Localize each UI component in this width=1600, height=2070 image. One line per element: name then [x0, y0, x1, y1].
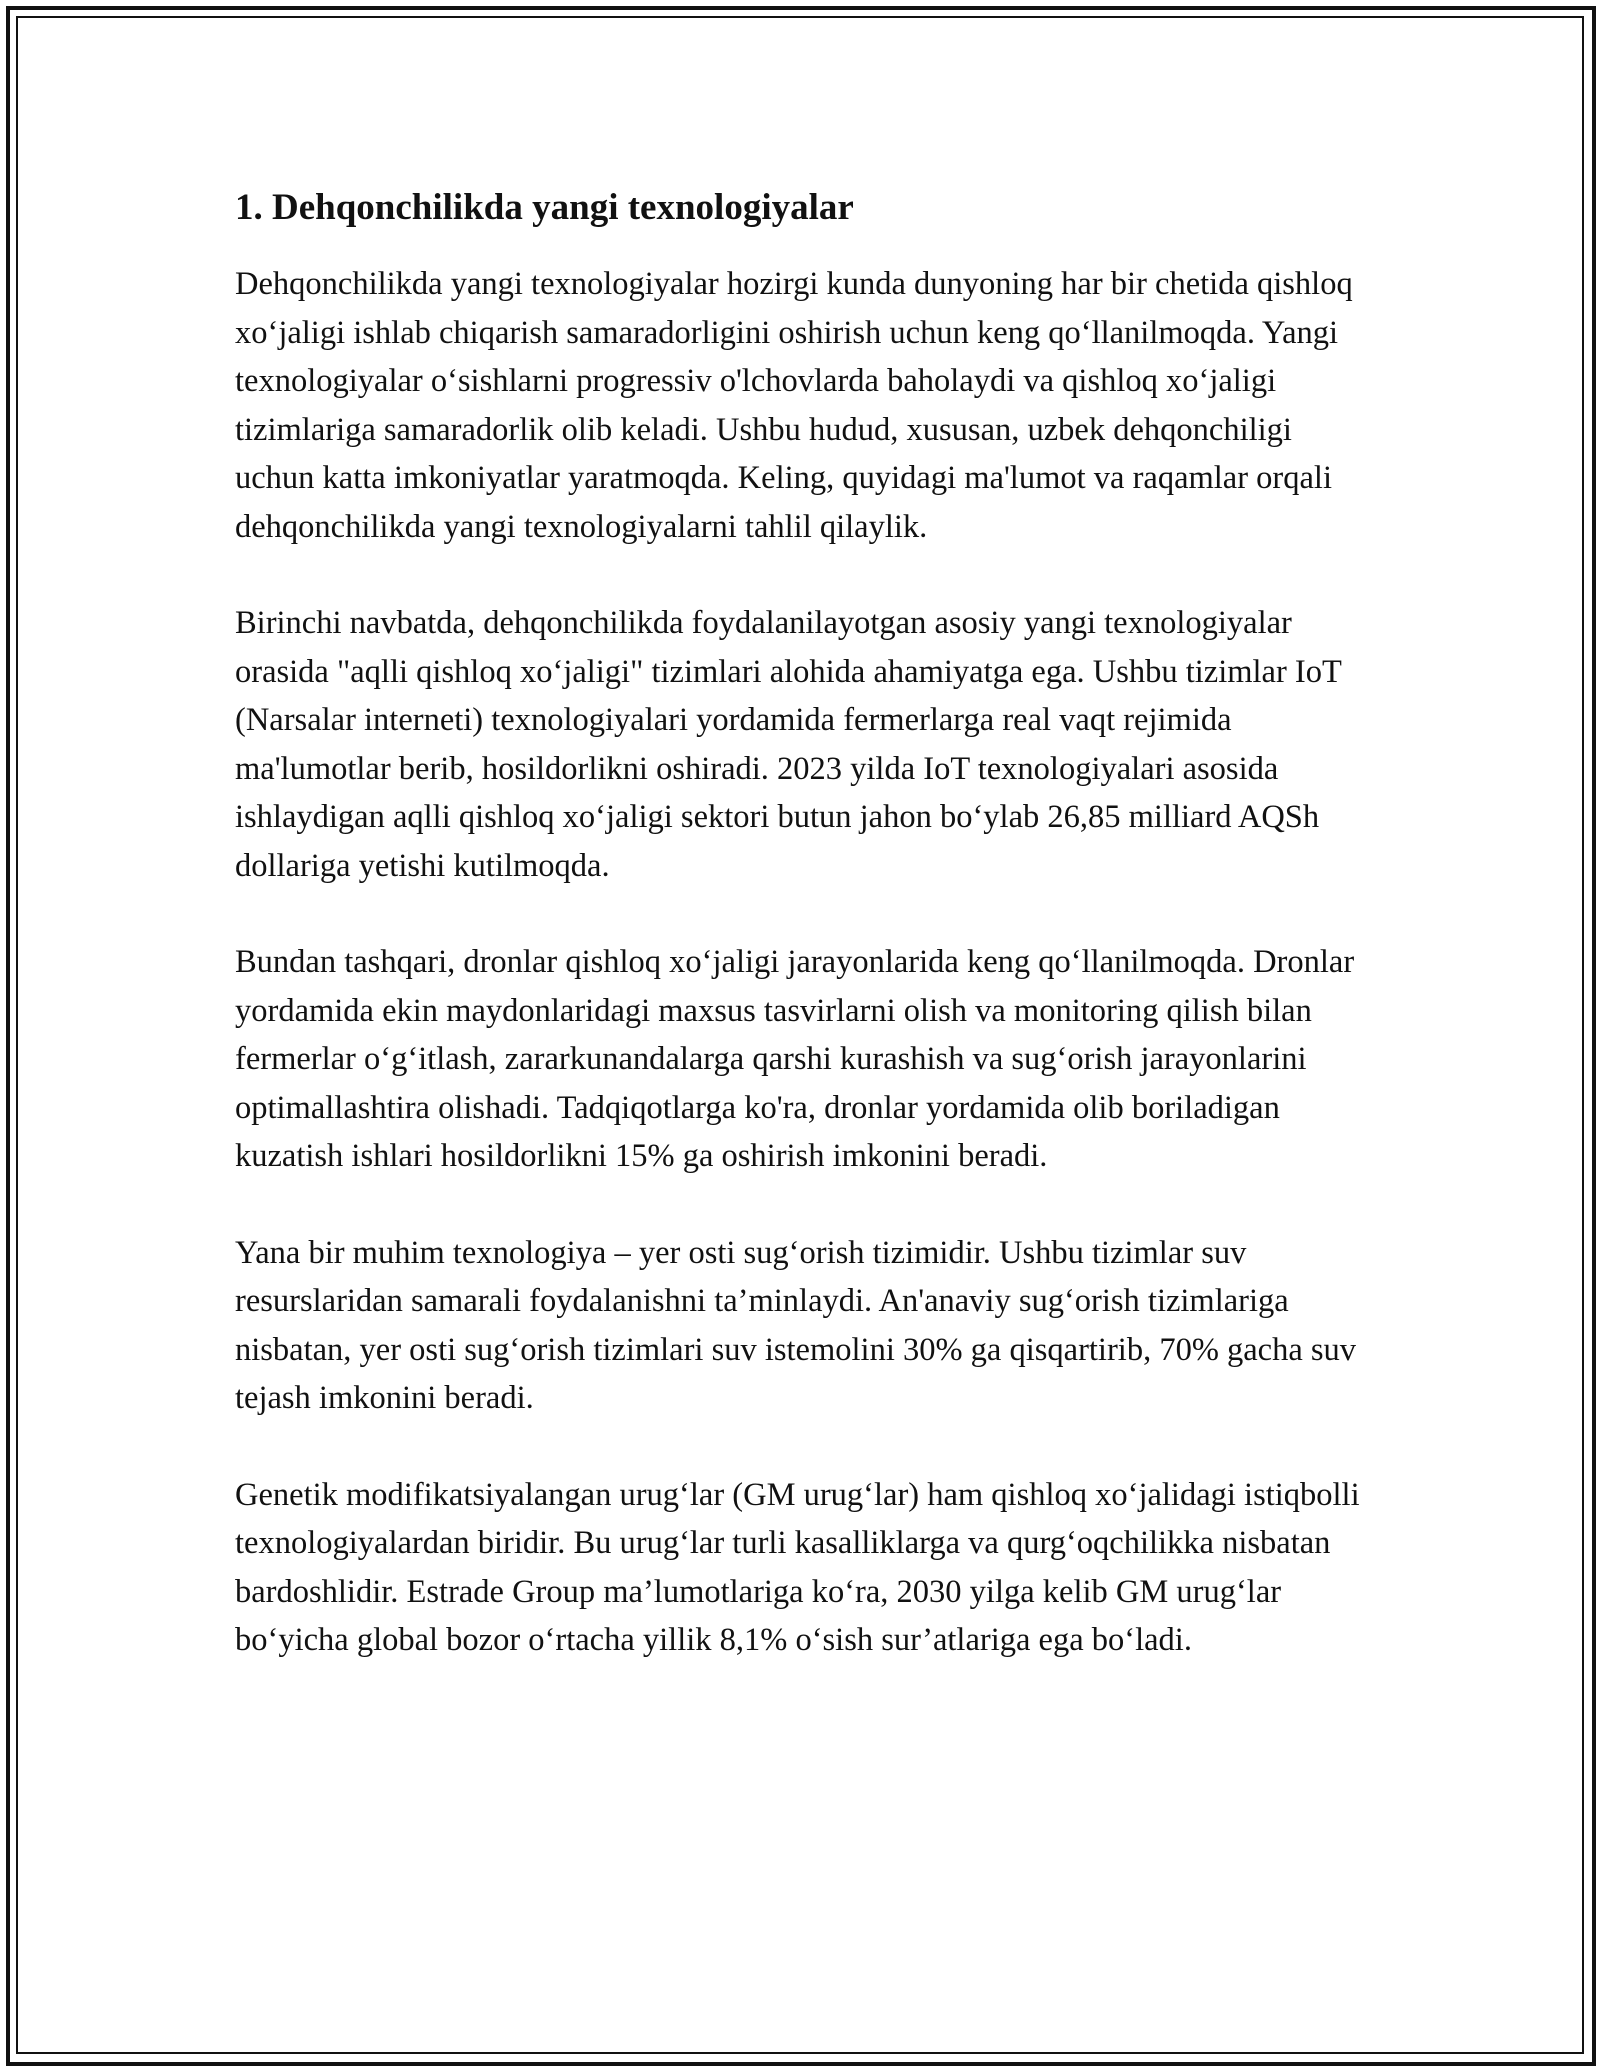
paragraph-intro: Dehqonchilikda yangi texnologiyalar hozirgi kunda dunyoning har bir chetida qishloq xo‘jaligi ishlab chiqarish samaradorligini oshirish uchun keng qo‘llanilmoqda. Yangi texnologiyalar o‘sishlarni progressiv o'lchovlarda baholaydi va qishloq xo‘jaligi tizimlariga samaradorlik olib keladi. Ushbu hudud, xususan, uzbek dehqonchiligi uchun katta imkoniyatlar yaratmoqda. Keling, quyidagi ma'lumot va raqamlar orqali dehqonchilikda yangi texnologiyalarni tahlil qilaylik. — [235, 266, 1353, 545]
paragraph-smart-agriculture: Birinchi navbatda, dehqonchilikda foydalanilayotgan asosiy yangi texnologiyalar orasida "aqlli qishloq xo‘jaligi" tizimlari alohida ahamiyatga ega. Ushbu tizimlar IoT (Narsalar interneti) texnologiyalari yordamida fermerlarga real vaqt rejimida ma'lumotlar berib, hosildorlikni oshiradi. 2023 yilda IoT texnologiyalari asosida ishlaydigan aqlli qishloq xo‘jaligi sektori butun jahon bo‘ylab 26,85 milliard AQSh dollariga yetishi kutilmoqda. — [235, 605, 1342, 884]
paragraph-gm-seeds: Genetik modifikatsiyalangan urug‘lar (GM urug‘lar) ham qishloq xo‘jalidagi istiqbolli texnologiyalardan biridir. Bu urug‘lar turli kasalliklarga va qurg‘oqchilikka nisbatan bardoshlidir. Estrade Group ma’lumotlariga ko‘ra, 2030 yilga kelib GM urug‘lar bo‘yicha global bozor o‘rtacha yillik 8,1% o‘sish sur’atlariga ega bo‘ladi. — [235, 1476, 1360, 1658]
paragraph-drones: Bundan tashqari, dronlar qishloq xo‘jaligi jarayonlarida keng qo‘llanilmoqda. Dronlar yordamida ekin maydonlaridagi maxsus tasvirlarni olish va monitoring qilish bilan fermerlar o‘g‘itlash, zararkunandalarga qarshi kurashish va sug‘orish jarayonlarini optimallashtira olishadi. Tadqiqotlarga ko'ra, dronlar yordamida olib boriladigan kuzatish ishlari hosildorlikni 15% ga oshirish imkonini beradi. — [235, 944, 1355, 1174]
paragraph-irrigation: Yana bir muhim texnologiya – yer osti sug‘orish tizimidir. Ushbu tizimlar suv resurslaridan samarali foydalanishni ta’minlaydi. An'anaviy sug‘orish tizimlariga nisbatan, yer osti sug‘orish tizimlari suv istemolini 30% ga qisqartirib, 70% gacha suv tejash imkonini beradi. — [235, 1234, 1357, 1416]
section-heading: 1. Dehqonchilikda yangi texnologiyalar — [235, 187, 854, 228]
document-body — [235, 186, 1370, 1665]
